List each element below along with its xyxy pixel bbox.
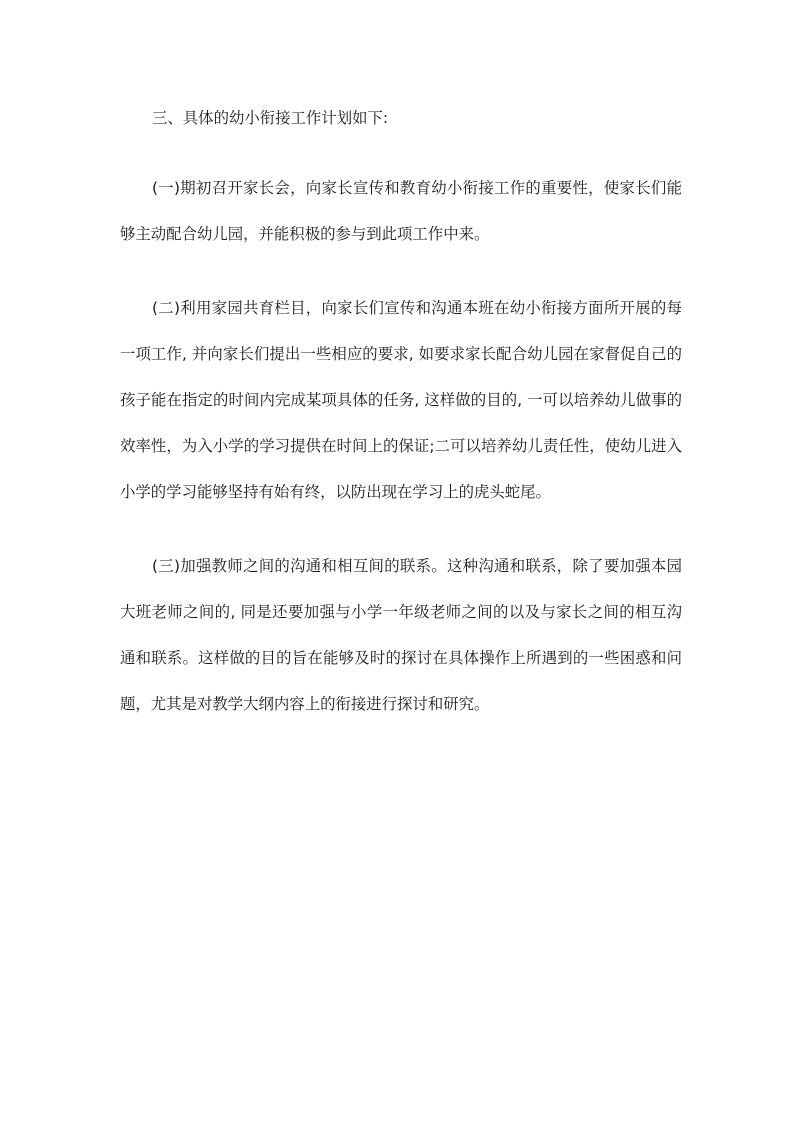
paragraph-3: (三)加强教师之间的沟通和相互间的联系。这种沟通和联系，除了要加强本园大班老师之间的, 同是还要加强与小学一年级老师之间的以及与家长之间的相互沟通和联系。这样做的目的旨在能够及时的探讨在具体操作上所遇到的一些困惑和问题，尤其是对教学大纲内容上的衔接进行探讨和研究。	[120, 557, 682, 713]
paragraph-2: (二)利用家园共育栏目，向家长们宣传和沟通本班在幼小衔接方面所开展的每一项工作, 并向家长们提出一些相应的要求, 如要求家长配合幼儿园在家督促自己的孩子能在指定的时间内完成某项具体的任务, 这样做的目的, 一可以培养幼儿做事的效率性，为入小学的学习提供在时间上的保证;二可以培养幼儿责任性，使幼儿进入小学的学习能够坚持有始有终，以防出现在学习上的虎头蛇尾。	[120, 299, 682, 501]
document-body	[120, 102, 682, 755]
section-heading: 三、具体的幼小衔接工作计划如下:	[152, 109, 389, 127]
paragraph-1: (一)期初召开家长会，向家长宣传和教育幼小衔接工作的重要性，使家长们能够主动配合幼儿园，并能积极的参与到此项工作中来。	[120, 179, 682, 243]
